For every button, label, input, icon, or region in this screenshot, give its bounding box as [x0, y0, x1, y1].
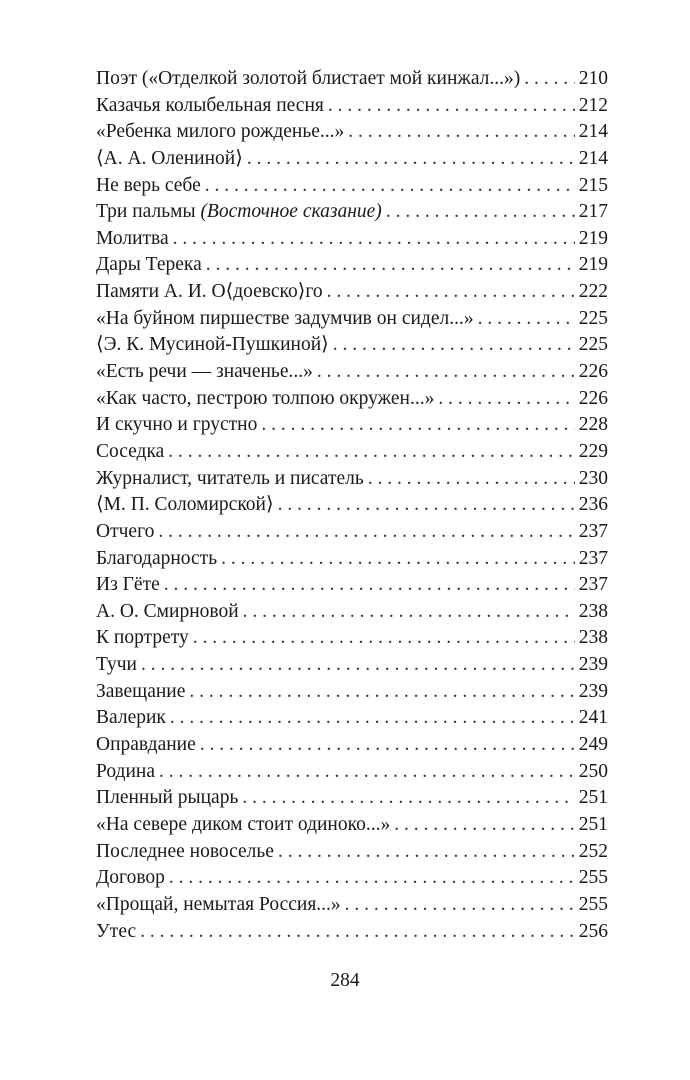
dot-leader	[206, 252, 575, 279]
toc-entry	[96, 705, 608, 732]
toc-entry-page: 219	[578, 227, 608, 249]
toc-entry-page: 255	[578, 867, 608, 889]
toc-entry	[96, 279, 608, 306]
toc-entry-page: 241	[578, 707, 608, 729]
toc-entry-page: 236	[578, 494, 608, 516]
toc-entry-title	[96, 93, 328, 120]
toc-entry-title-text: К портрету	[96, 627, 189, 649]
toc-entry	[96, 332, 608, 359]
dot-leader	[243, 599, 575, 626]
toc-entry-page: 226	[578, 387, 608, 409]
toc-entry-page: 249	[578, 734, 608, 756]
toc-entry-subtitle: (Восточное сказание)	[200, 201, 382, 223]
dot-leader	[333, 332, 575, 359]
toc-entry	[96, 839, 608, 866]
toc-entry-page: 225	[578, 307, 608, 329]
toc-entry-title	[96, 919, 140, 946]
dot-leader	[328, 93, 575, 120]
toc-entry-page: 237	[578, 520, 608, 542]
dot-leader	[278, 839, 575, 866]
toc-entry-title-text: Из Гёте	[96, 574, 160, 596]
toc-entry-page: 226	[578, 361, 608, 383]
page-number: 284	[330, 970, 360, 991]
toc-entry-title	[96, 306, 478, 333]
dot-leader	[168, 439, 574, 466]
dot-leader	[169, 865, 575, 892]
toc-entry-title	[96, 652, 141, 679]
toc-entry-title-text: «Как часто, пестрою толпою окружен...»	[96, 387, 435, 409]
dot-leader	[368, 466, 575, 493]
toc-entry-page: 225	[578, 334, 608, 356]
dot-leader	[386, 199, 575, 226]
dot-leader	[278, 492, 575, 519]
dot-leader	[205, 173, 575, 200]
toc-entry-page: 250	[578, 760, 608, 782]
table-of-contents	[96, 66, 608, 945]
toc-entry	[96, 173, 608, 200]
toc-entry	[96, 492, 608, 519]
toc-entry	[96, 919, 608, 946]
toc-entry	[96, 865, 608, 892]
toc-entry-title	[96, 679, 189, 706]
toc-entry	[96, 732, 608, 759]
toc-entry-title-text: Оправдание	[96, 734, 196, 756]
toc-entry-page: 238	[578, 627, 608, 649]
toc-entry-title	[96, 732, 200, 759]
toc-entry	[96, 306, 608, 333]
toc-entry-page: 256	[578, 920, 608, 942]
toc-entry-title	[96, 226, 173, 253]
toc-entry	[96, 785, 608, 812]
toc-entry-title-text: Завещание	[96, 680, 186, 702]
dot-leader	[159, 759, 575, 786]
toc-entry	[96, 625, 608, 652]
toc-entry-title	[96, 332, 333, 359]
toc-entry-title	[96, 519, 158, 546]
dot-leader	[200, 732, 575, 759]
toc-entry	[96, 386, 608, 413]
toc-entry	[96, 359, 608, 386]
dot-leader	[247, 146, 575, 173]
dot-leader	[140, 919, 575, 946]
toc-entry-title	[96, 546, 221, 573]
dot-leader	[317, 359, 575, 386]
toc-entry-title	[96, 892, 345, 919]
toc-entry-title	[96, 173, 205, 200]
toc-entry	[96, 93, 608, 120]
toc-entry	[96, 572, 608, 599]
dot-leader	[173, 226, 575, 253]
toc-entry	[96, 759, 608, 786]
dot-leader	[524, 66, 574, 93]
toc-entry-page: 255	[578, 893, 608, 915]
toc-entry-title	[96, 466, 368, 493]
toc-entry-title-text: Не верь себе	[96, 174, 201, 196]
toc-entry	[96, 66, 608, 93]
toc-entry-page: 229	[578, 440, 608, 462]
toc-entry-title	[96, 359, 317, 386]
toc-entry-title-text: Последнее новоселье	[96, 840, 274, 862]
toc-entry-title-text: И скучно и грустно	[96, 414, 258, 436]
toc-entry	[96, 466, 608, 493]
toc-entry-title-text: Дары Терека	[96, 254, 202, 276]
dot-leader	[394, 812, 575, 839]
toc-entry-page: 251	[578, 787, 608, 809]
toc-entry	[96, 599, 608, 626]
toc-entry-title-text: Утес	[96, 920, 137, 942]
dot-leader	[189, 679, 574, 706]
toc-entry-title-text: Валерик	[96, 707, 166, 729]
toc-entry-title-text: Благодарность	[96, 547, 218, 569]
toc-entry-page: 214	[578, 147, 608, 169]
toc-entry	[96, 892, 608, 919]
toc-entry-title	[96, 279, 327, 306]
toc-entry-title-text: «На севере диком стоит одиноко...»	[96, 813, 391, 835]
dot-leader	[158, 519, 574, 546]
toc-entry-page: 237	[578, 547, 608, 569]
toc-entry-title-text: Казачья колыбельная песня	[96, 94, 324, 116]
toc-entry-page: 215	[578, 174, 608, 196]
toc-entry-title	[96, 572, 164, 599]
toc-entry-title-text: Молитва	[96, 227, 169, 249]
toc-entry	[96, 226, 608, 253]
toc-entry-title-text: Соседка	[96, 440, 165, 462]
dot-leader	[348, 119, 574, 146]
toc-entry-page: 212	[578, 94, 608, 116]
toc-entry-title	[96, 66, 524, 93]
toc-entry	[96, 439, 608, 466]
dot-leader	[164, 572, 575, 599]
toc-entry	[96, 812, 608, 839]
toc-entry-title	[96, 865, 169, 892]
dot-leader	[261, 412, 574, 439]
dot-leader	[327, 279, 575, 306]
toc-entry-title	[96, 812, 394, 839]
toc-entry-title-text: Памяти А. И. О⟨доевско⟩го	[96, 281, 323, 303]
toc-entry-title	[96, 785, 242, 812]
toc-entry-title-text: А. О. Смирновой	[96, 600, 239, 622]
toc-entry-title-text: Договор	[96, 867, 165, 889]
toc-entry-title-text: ⟨А. А. Олениной⟩	[96, 147, 243, 169]
toc-entry-title-text: Тучи	[96, 654, 137, 676]
dot-leader	[242, 785, 574, 812]
toc-entry-page: 238	[578, 600, 608, 622]
toc-entry-title-text: ⟨М. П. Соломирской⟩	[96, 494, 274, 516]
toc-entry-title	[96, 199, 386, 226]
dot-leader	[141, 652, 575, 679]
toc-entry-title-text: Отчего	[96, 520, 155, 542]
toc-entry-page: 217	[578, 201, 608, 223]
toc-entry-page: 222	[578, 281, 608, 303]
toc-entry-page: 214	[578, 121, 608, 143]
dot-leader	[438, 386, 574, 413]
dot-leader	[193, 625, 575, 652]
toc-entry	[96, 652, 608, 679]
toc-entry-title	[96, 252, 206, 279]
toc-entry-title-text: Журналист, читатель и писатель	[96, 467, 364, 489]
toc-entry-page: 251	[578, 813, 608, 835]
toc-entry-title	[96, 492, 278, 519]
toc-entry-page: 230	[578, 467, 608, 489]
toc-entry-page: 239	[578, 680, 608, 702]
toc-entry-title	[96, 599, 243, 626]
toc-entry-title	[96, 705, 170, 732]
toc-entry-title-text: «Прощай, немытая Россия...»	[96, 893, 341, 915]
toc-entry	[96, 412, 608, 439]
toc-entry	[96, 546, 608, 573]
toc-entry-page: 252	[578, 840, 608, 862]
toc-entry-title	[96, 439, 168, 466]
toc-entry-title	[96, 625, 193, 652]
toc-entry-title-text: Три пальмы	[96, 201, 196, 223]
toc-entry	[96, 679, 608, 706]
toc-entry-title-text: «Ребенка милого рожденье...»	[96, 121, 345, 143]
toc-entry-title	[96, 386, 438, 413]
toc-entry	[96, 146, 608, 173]
toc-entry	[96, 199, 608, 226]
toc-entry	[96, 252, 608, 279]
toc-entry-title	[96, 839, 278, 866]
toc-entry-title-text: Пленный рыцарь	[96, 787, 239, 809]
toc-entry-title	[96, 412, 261, 439]
dot-leader	[345, 892, 575, 919]
dot-leader	[221, 546, 575, 573]
toc-entry-page: 237	[578, 574, 608, 596]
toc-entry-page: 228	[578, 414, 608, 436]
toc-entry	[96, 519, 608, 546]
toc-entry-page: 219	[578, 254, 608, 276]
toc-entry-page: 210	[578, 68, 608, 89]
toc-entry-title	[96, 759, 159, 786]
toc-entry-title-text: «Есть речи — значенье...»	[96, 361, 313, 383]
toc-entry-title	[96, 119, 348, 146]
toc-entry-title-text: Поэт («Отделкой золотой блистает мой кинжал...»)	[96, 68, 521, 89]
toc-entry-title-text: Родина	[96, 760, 155, 782]
toc-entry-title-text: ⟨Э. К. Мусиной-Пушкиной⟩	[96, 334, 329, 356]
toc-entry-page: 239	[578, 654, 608, 676]
toc-entry	[96, 119, 608, 146]
toc-entry-title	[96, 146, 247, 173]
dot-leader	[170, 705, 575, 732]
toc-entry-title-text: «На буйном пиршестве задумчив он сидел...»	[96, 307, 474, 329]
dot-leader	[478, 306, 575, 333]
